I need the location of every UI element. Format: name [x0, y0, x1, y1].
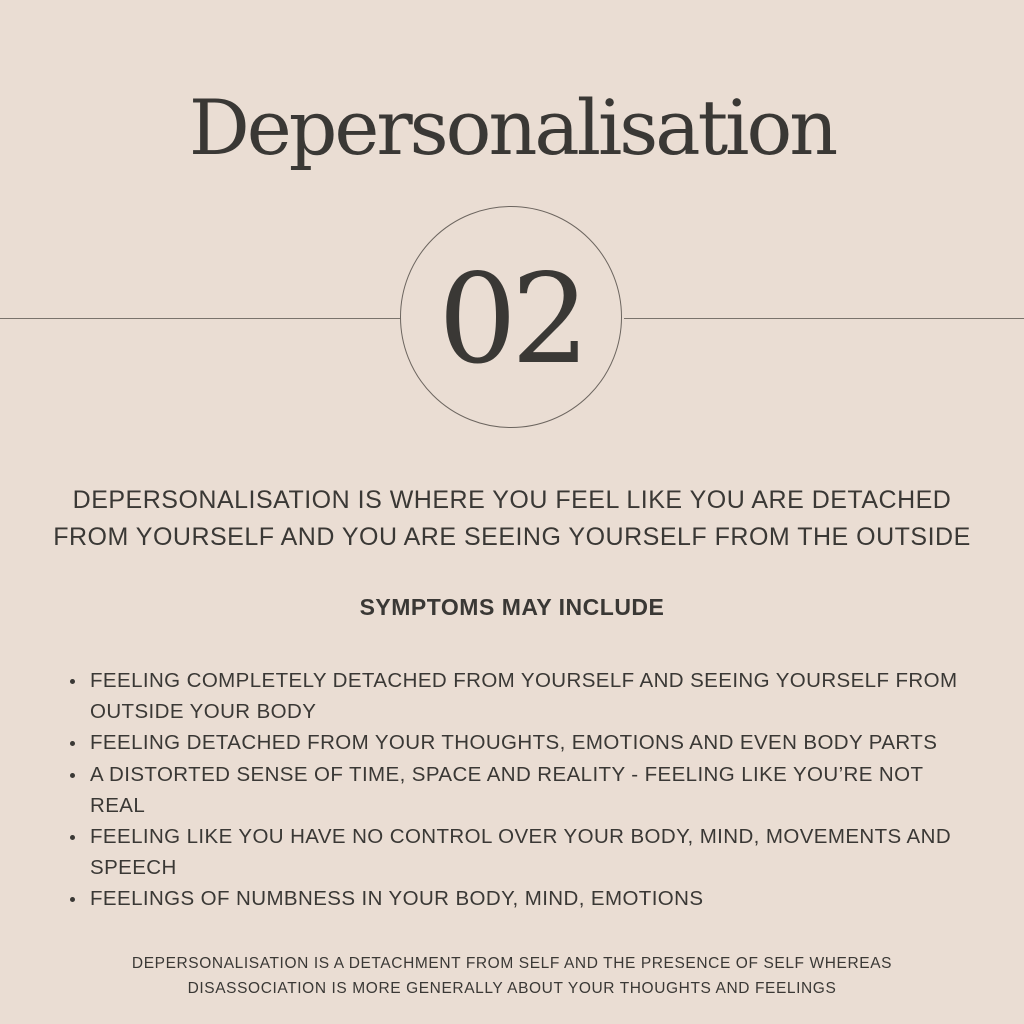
symptoms-heading: SYMPTOMS MAY INCLUDE — [359, 594, 665, 620]
symptoms-list — [68, 665, 968, 915]
symptom-text: FEELING DETACHED FROM YOUR THOUGHTS, EMOTIONS AND EVEN BODY PARTS — [90, 731, 938, 755]
footer-line-2: DISASSOCIATION IS MORE GENERALLY ABOUT YOUR THOUGHTS AND FEELINGS — [187, 980, 837, 997]
list-item — [68, 821, 968, 883]
symptom-text: FEELING COMPLETELY DETACHED FROM YOURSELF AND SEEING YOURSELF FROM OUTSIDE YOUR BODY — [90, 669, 958, 724]
bullet-icon — [70, 835, 75, 840]
section-number: 02 — [438, 248, 584, 392]
bullet-icon — [70, 897, 75, 902]
symptom-text: FEELINGS OF NUMBNESS IN YOUR BODY, MIND, EMOTIONS — [90, 887, 704, 911]
bullet-icon — [70, 741, 75, 746]
symptom-text: FEELING LIKE YOU HAVE NO CONTROL OVER YOUR BODY, MIND, MOVEMENTS AND SPEECH — [90, 825, 952, 880]
intro-line-2: FROM YOURSELF AND YOU ARE SEEING YOURSELF FROM THE OUTSIDE — [53, 523, 971, 551]
footer-line-1: DEPERSONALISATION IS A DETACHMENT FROM SELF AND THE PRESENCE OF SELF WHEREAS — [131, 955, 893, 972]
divider-right — [624, 318, 1024, 319]
bullet-icon — [70, 679, 75, 684]
page-title: Depersonalisation — [188, 83, 836, 172]
footer-note — [40, 951, 984, 1001]
list-item — [68, 727, 968, 758]
intro-line-1: DEPERSONALISATION IS WHERE YOU FEEL LIKE YOU ARE DETACHED — [72, 486, 952, 514]
list-item — [68, 665, 968, 727]
list-item — [68, 759, 968, 821]
intro-text — [40, 482, 984, 556]
symptom-text: A DISTORTED SENSE OF TIME, SPACE AND REALITY - FEELING LIKE YOU’RE NOT REAL — [90, 762, 924, 817]
list-item — [68, 883, 968, 914]
divider-left — [0, 318, 400, 319]
bullet-icon — [70, 773, 75, 778]
number-circle — [400, 206, 622, 428]
